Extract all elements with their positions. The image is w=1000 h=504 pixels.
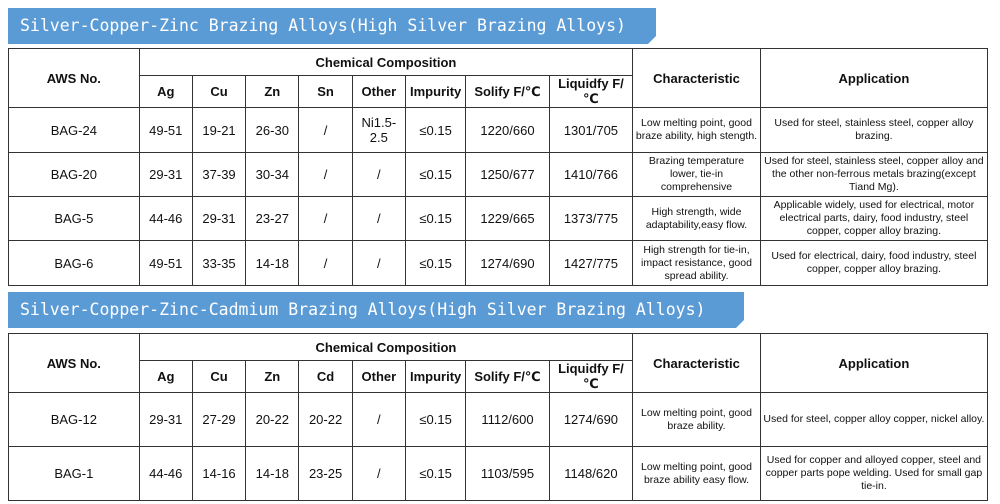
application-cell: Used for steel, copper alloy copper, nickel alloy. (760, 393, 987, 447)
ag-cell: 29-31 (139, 393, 192, 447)
header-application: Application (760, 334, 987, 393)
liquidfy-cell: 1427/775 (549, 241, 633, 286)
solify-cell: 1112/600 (466, 393, 549, 447)
characteristic-cell: Low melting point, good braze ability. (633, 393, 761, 447)
liquidfy-cell: 1373/775 (549, 197, 633, 241)
ag-cell: 29-31 (139, 153, 192, 197)
other-cell: / (352, 197, 405, 241)
header-impurity: Impurity (405, 361, 465, 393)
characteristic-cell: Low melting point, good braze ability easy flow. (633, 447, 761, 501)
zn-cell: 20-22 (246, 393, 299, 447)
zn-cell: 23-27 (246, 197, 299, 241)
application-cell: Used for steel, stainless steel, copper alloy and the other non-ferrous metals brazing(except Tiand Mg). (760, 153, 987, 197)
ag-cell: 44-46 (139, 197, 192, 241)
application-cell: Applicable widely, used for electrical, motor electrical parts, dairy, food industry, steel copper, copper alloy brazing. (760, 197, 987, 241)
header-chemical-composition: Chemical Composition (139, 49, 633, 76)
application-cell: Used for copper and alloyed copper, steel and copper parts pope welding. Used for small gap tie-in. (760, 447, 987, 501)
header-ag: Ag (139, 361, 192, 393)
cu-cell: 33-35 (192, 241, 245, 286)
table-row (9, 153, 988, 197)
liquidfy-cell: 1410/766 (549, 153, 633, 197)
header-other: Other (352, 361, 405, 393)
header-cu: Cu (192, 361, 245, 393)
table-row (9, 393, 988, 447)
section1-title-banner: Silver-Copper-Zinc Brazing Alloys(High Silver Brazing Alloys) (8, 8, 656, 44)
cu-cell: 19-21 (192, 108, 245, 153)
other-cell: / (352, 153, 405, 197)
table-row (9, 108, 988, 153)
liquidfy-cell: 1148/620 (549, 447, 633, 501)
ag-cell: 49-51 (139, 241, 192, 286)
characteristic-cell: Brazing temperature lower, tie-in comprehensive (633, 153, 761, 197)
aws-cell: BAG-5 (9, 197, 140, 241)
ag-cell: 44-46 (139, 447, 192, 501)
cd-cell: 23-25 (299, 447, 352, 501)
sn-cell: / (299, 197, 352, 241)
aws-cell: BAG-20 (9, 153, 140, 197)
solify-cell: 1274/690 (466, 241, 549, 286)
header-ag: Ag (139, 76, 192, 108)
cu-cell: 27-29 (192, 393, 245, 447)
header-zn: Zn (246, 76, 299, 108)
zn-cell: 30-34 (246, 153, 299, 197)
impurity-cell: ≤0.15 (405, 393, 465, 447)
header-cu: Cu (192, 76, 245, 108)
table-row (9, 197, 988, 241)
sn-cell: / (299, 153, 352, 197)
characteristic-cell: High strength for tie-in, impact resistance, good spread ability. (633, 241, 761, 286)
aws-cell: BAG-12 (9, 393, 140, 447)
solify-cell: 1229/665 (466, 197, 549, 241)
header-cd: Cd (299, 361, 352, 393)
header-solify: Solify F/℃ (466, 76, 549, 108)
header-zn: Zn (246, 361, 299, 393)
aws-cell: BAG-1 (9, 447, 140, 501)
solify-cell: 1250/677 (466, 153, 549, 197)
header-characteristic: Characteristic (633, 49, 761, 108)
cu-cell: 14-16 (192, 447, 245, 501)
silver-copper-zinc-cadmium-table (8, 333, 988, 501)
section2-title-banner: Silver-Copper-Zinc-Cadmium Brazing Alloys(High Silver Brazing Alloys) (8, 292, 744, 328)
header-characteristic: Characteristic (633, 334, 761, 393)
solify-cell: 1103/595 (466, 447, 549, 501)
other-cell: / (352, 393, 405, 447)
impurity-cell: ≤0.15 (405, 197, 465, 241)
application-cell: Used for electrical, dairy, food industry, steel copper, copper alloy brazing. (760, 241, 987, 286)
header-aws-no: AWS No. (9, 49, 140, 108)
application-cell: Used for steel, stainless steel, copper alloy brazing. (760, 108, 987, 153)
aws-cell: BAG-6 (9, 241, 140, 286)
characteristic-cell: Low melting point, good braze ability, high stength. (633, 108, 761, 153)
zn-cell: 14-18 (246, 447, 299, 501)
table-row (9, 447, 988, 501)
liquidfy-cell: 1301/705 (549, 108, 633, 153)
cd-cell: 20-22 (299, 393, 352, 447)
header-sn: Sn (299, 76, 352, 108)
header-application: Application (760, 49, 987, 108)
cu-cell: 29-31 (192, 197, 245, 241)
header-solify: Solify F/℃ (466, 361, 549, 393)
sn-cell: / (299, 108, 352, 153)
silver-copper-zinc-table (8, 48, 988, 286)
header-chemical-composition: Chemical Composition (139, 334, 633, 361)
impurity-cell: ≤0.15 (405, 447, 465, 501)
other-cell: / (352, 241, 405, 286)
impurity-cell: ≤0.15 (405, 108, 465, 153)
impurity-cell: ≤0.15 (405, 241, 465, 286)
aws-cell: BAG-24 (9, 108, 140, 153)
header-liquidfy: Liquidfy F/℃ (549, 76, 633, 108)
header-liquidfy: Liquidfy F/℃ (549, 361, 633, 393)
cu-cell: 37-39 (192, 153, 245, 197)
header-other: Other (352, 76, 405, 108)
other-cell: Ni1.5-2.5 (352, 108, 405, 153)
liquidfy-cell: 1274/690 (549, 393, 633, 447)
header-aws-no: AWS No. (9, 334, 140, 393)
impurity-cell: ≤0.15 (405, 153, 465, 197)
sn-cell: / (299, 241, 352, 286)
solify-cell: 1220/660 (466, 108, 549, 153)
characteristic-cell: High strength, wide adaptability,easy flow. (633, 197, 761, 241)
zn-cell: 14-18 (246, 241, 299, 286)
zn-cell: 26-30 (246, 108, 299, 153)
table-row (9, 241, 988, 286)
header-impurity: Impurity (405, 76, 465, 108)
ag-cell: 49-51 (139, 108, 192, 153)
other-cell: / (352, 447, 405, 501)
